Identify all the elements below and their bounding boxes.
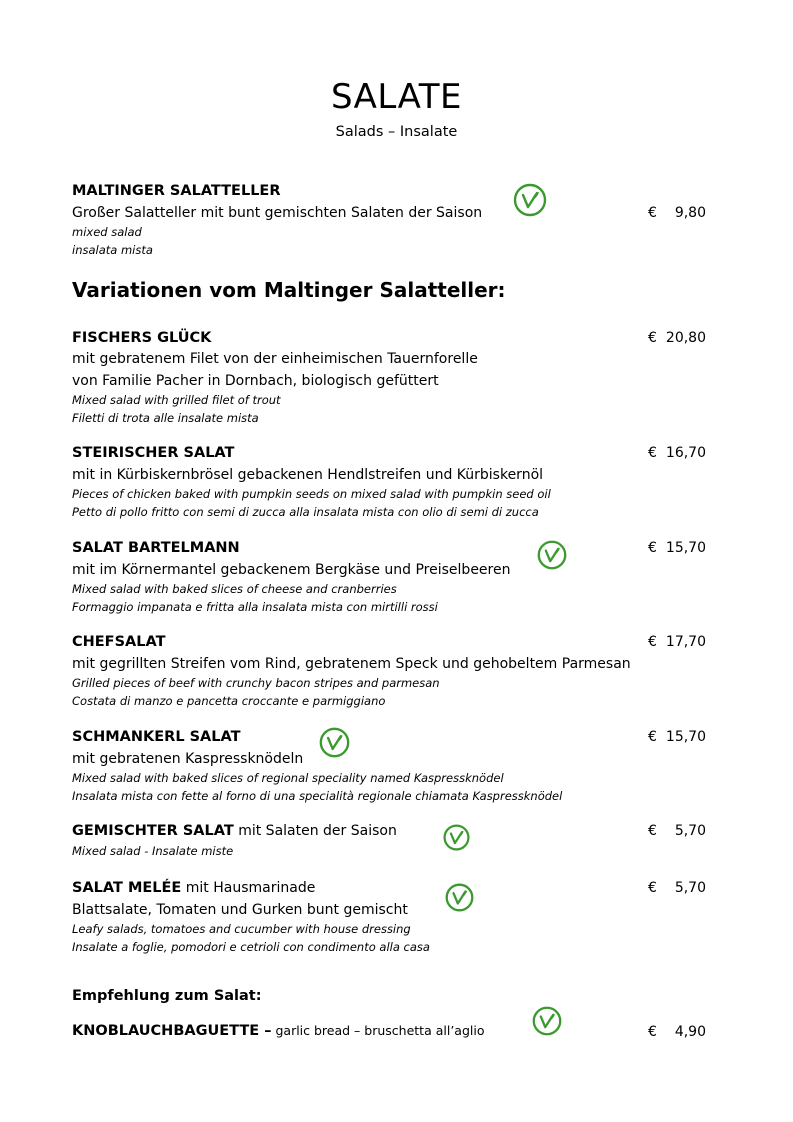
- item-translation-en: Mixed salad with baked slices of cheese and cranberries: [72, 582, 397, 596]
- recommendation-heading: Empfehlung zum Salat:: [72, 988, 262, 1004]
- item-translation-en: Grilled pieces of beef with crunchy bacon stripes and parmesan: [72, 676, 440, 690]
- item-translation-en: Pieces of chicken baked with pumpkin seeds on mixed salad with pumpkin seed oil: [72, 487, 551, 501]
- item-name-suffix: mit Salaten der Saison: [233, 823, 397, 839]
- item-name: SCHMANKERL SALAT: [72, 729, 241, 745]
- currency-symbol: €: [648, 540, 657, 556]
- price-amount: 15,70: [665, 729, 706, 745]
- currency-symbol: €: [648, 634, 657, 650]
- item-name: CHEFSALAT: [72, 634, 166, 650]
- item-name-suffix: mit Hausmarinade: [181, 880, 316, 896]
- vegetarian-leaf-icon: [532, 1006, 562, 1036]
- item-translation-en: mixed salad: [72, 225, 142, 239]
- item-translation-it: Filetti di trota alle insalate mista: [72, 411, 259, 425]
- item-description: mit gegrillten Streifen vom Rind, gebratenem Speck und gehobeltem Parmesan: [72, 656, 631, 672]
- section-heading: Variationen vom Maltinger Salatteller:: [72, 278, 506, 302]
- item-description: mit gebratenen Kaspressknödeln: [72, 751, 304, 767]
- price-amount: 16,70: [665, 445, 706, 461]
- item-description: mit in Kürbiskernbrösel gebackenen Hendlstreifen und Kürbiskernöl: [72, 467, 544, 483]
- price-amount: 4,90: [674, 1024, 706, 1040]
- page-subtitle: Salads – Insalate: [335, 124, 458, 140]
- vegetarian-leaf-icon: [443, 824, 470, 851]
- item-description: Blattsalate, Tomaten und Gurken bunt gemischt: [72, 902, 408, 918]
- recommendation-line: [72, 1022, 484, 1040]
- item-translation-en: Mixed salad with grilled filet of trout: [72, 393, 281, 407]
- item-description: mit im Körnermantel gebackenem Bergkäse und Preiselbeeren: [72, 562, 511, 578]
- item-translation-it: Formaggio impanata e fritta alla insalata mista con mirtilli rossi: [72, 600, 438, 614]
- item-translation-en: Leafy salads, tomatoes and cucumber with house dressing: [72, 922, 411, 936]
- currency-symbol: €: [648, 330, 657, 346]
- vegetarian-leaf-icon: [319, 727, 350, 758]
- currency-symbol: €: [648, 729, 657, 745]
- price-amount: 5,70: [674, 880, 706, 896]
- item-description: mit gebratenem Filet von der einheimischen Tauernforelle: [72, 351, 478, 367]
- item-description: Großer Salatteller mit bunt gemischten Salaten der Saison: [72, 205, 483, 221]
- item-name: GEMISCHTER SALAT: [72, 823, 234, 839]
- price-amount: 20,80: [665, 330, 706, 346]
- vegetarian-leaf-icon: [537, 540, 567, 570]
- currency-symbol: €: [648, 823, 657, 839]
- currency-symbol: €: [648, 205, 657, 221]
- price-amount: 9,80: [674, 205, 706, 221]
- vegetarian-leaf-icon: [445, 883, 474, 912]
- item-name: STEIRISCHER SALAT: [72, 445, 235, 461]
- item-name: SALAT BARTELMANN: [72, 540, 240, 556]
- price-amount: 17,70: [665, 634, 706, 650]
- currency-symbol: €: [648, 880, 657, 896]
- item-translation-it: Petto di pollo fritto con semi di zucca alla insalata mista con olio di semi di zucca: [72, 505, 539, 519]
- price-amount: 15,70: [665, 540, 706, 556]
- item-translation-en: Mixed salad with baked slices of regional speciality named Kaspressknödel: [72, 771, 504, 785]
- recommendation-description: garlic bread – bruschetta all’aglio: [271, 1023, 485, 1038]
- item-translation-it: Insalate a foglie, pomodori e cetrioli con condimento alla casa: [72, 940, 430, 954]
- item-name: FISCHERS GLÜCK: [72, 330, 212, 346]
- item-translation-en: Mixed salad - Insalate miste: [72, 844, 234, 858]
- item-name-line: [72, 879, 315, 897]
- item-translation-it: Costata di manzo e pancetta croccante e parmiggiano: [72, 694, 386, 708]
- item-translation-it: Insalata mista con fette al forno di una specialità regionale chiamata Kaspressknödel: [72, 789, 563, 803]
- price-amount: 5,70: [674, 823, 706, 839]
- item-name: MALTINGER SALATTELLER: [72, 183, 281, 199]
- vegetarian-leaf-icon: [513, 183, 547, 217]
- page-title: SALATE: [330, 77, 463, 117]
- item-description: von Familie Pacher in Dornbach, biologisch gefüttert: [72, 373, 439, 389]
- item-name-line: [72, 822, 397, 840]
- currency-symbol: €: [648, 445, 657, 461]
- item-translation-it: insalata mista: [72, 243, 153, 257]
- recommendation-name: KNOBLAUCHBAGUETTE –: [72, 1023, 272, 1039]
- item-name: SALAT MELÉE: [72, 880, 182, 896]
- currency-symbol: €: [648, 1024, 657, 1040]
